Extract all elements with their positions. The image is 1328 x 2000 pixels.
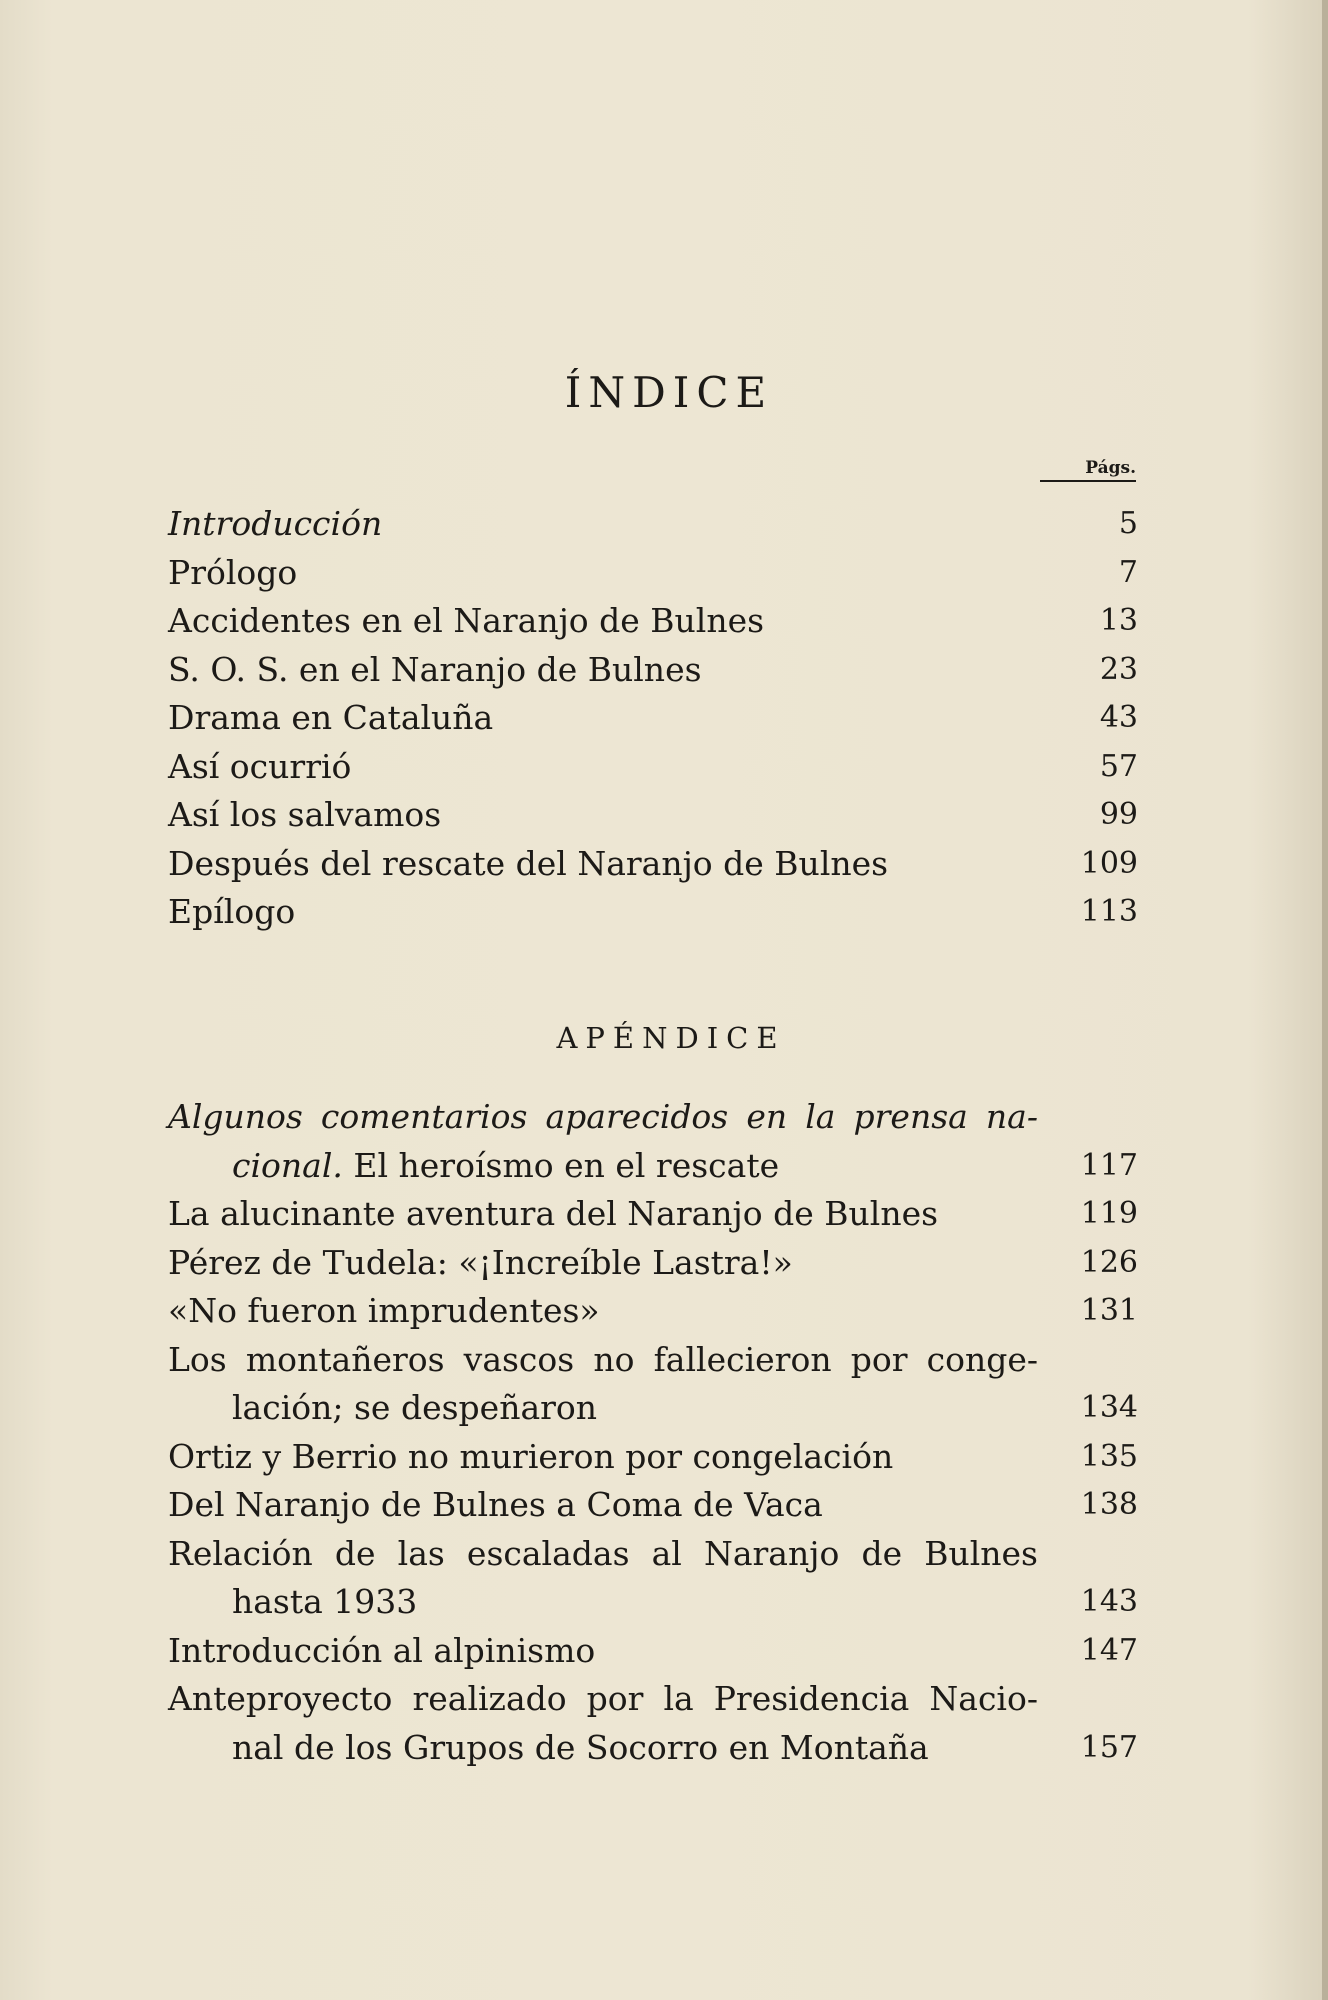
appendix-entry-title: La alucinante aventura del Naranjo de Bulnes [168, 1194, 939, 1233]
appendix-entry-comentarios [168, 1093, 1138, 1190]
toc-entry-page: 23 [1099, 651, 1138, 687]
page-title: ÍNDICE [564, 368, 774, 417]
appendix-entry-anteproyecto [168, 1675, 1138, 1772]
appendix-entry-no-fueron [168, 1287, 1138, 1336]
appendix-entry-alpinismo [168, 1627, 1138, 1676]
toc-entry-title: Así los salvamos [168, 795, 442, 834]
toc-entry-page: 113 [1080, 894, 1138, 929]
appendix-entry-line2: nal de los Grupos de Socorro en Montaña [232, 1727, 929, 1767]
appendix-entry-line2 [168, 1142, 1138, 1191]
toc-entry-title: Epílogo [168, 892, 296, 931]
appendix-entry-line2-text: El heroísmo en el rescate [353, 1145, 780, 1185]
appendix-entry-page: 143 [1080, 1584, 1138, 1619]
appendix-entry-line2-italic: cional. [232, 1145, 343, 1185]
toc-entry-title: Prólogo [168, 552, 298, 592]
appendix-entry-page: 157 [1080, 1729, 1138, 1765]
appendix-entry-page: 131 [1080, 1293, 1138, 1328]
toc-entry-accidentes [168, 597, 1138, 646]
appendix-entry-page: 117 [1080, 1147, 1138, 1183]
toc-entry-title: S. O. S. en el Naranjo de Bulnes [168, 649, 702, 689]
appendix-entry-line1: Anteproyecto realizado por la Presidencia Nacio- [168, 1679, 1038, 1718]
appendix-entry-page: 135 [1080, 1438, 1138, 1474]
appendix-entry-relacion-escaladas [168, 1530, 1138, 1627]
toc-entry-title: Drama en Cataluña [168, 698, 494, 737]
toc-entry-introduccion [168, 500, 1138, 549]
toc-entry-page: 5 [1118, 506, 1138, 541]
appendix-entry-line1: Algunos comentarios aparecidos en la prensa na- [168, 1097, 1038, 1136]
appendix-entry-montaneros-vascos [168, 1336, 1138, 1433]
toc-entry-title: Introducción [168, 504, 383, 543]
toc-entry-title: Así ocurrió [168, 746, 352, 786]
toc-entry-title: Accidentes en el Naranjo de Bulnes [168, 601, 765, 640]
appendix-entry-page: 134 [1080, 1390, 1138, 1425]
toc-entry-title: Después del rescate del Naranjo de Bulnes [168, 843, 889, 883]
toc-entry-page: 109 [1080, 845, 1138, 881]
appendix-entry-page: 119 [1080, 1196, 1138, 1231]
appendix-entry-title: «No fueron imprudentes» [168, 1291, 600, 1330]
appendix-entry-line1: Los montañeros vascos no fallecieron por conge- [168, 1339, 1038, 1379]
toc-entry-page: 13 [1099, 603, 1138, 638]
appendix-entry-line2: hasta 1933 [232, 1582, 418, 1621]
toc-entry-asi-los-salvamos [168, 791, 1138, 840]
appendix-entry-page: 147 [1080, 1632, 1138, 1668]
appendix-entry-line2: lación; se despeñaron [232, 1388, 598, 1427]
toc-entry-page: 7 [1118, 554, 1138, 590]
table-of-contents [168, 500, 1138, 937]
appendix-entry-title: Pérez de Tudela: «¡Increíble Lastra!» [168, 1242, 793, 1282]
toc-entry-epilogo [168, 888, 1138, 937]
toc-entry-asi-ocurrio [168, 743, 1138, 792]
toc-entry-drama [168, 694, 1138, 743]
toc-entry-despues [168, 840, 1138, 889]
appendix-entry-page: 138 [1080, 1487, 1138, 1522]
appendix-entry-perez-de-tudela [168, 1239, 1138, 1288]
appendix-entry-title: Del Naranjo de Bulnes a Coma de Vaca [168, 1485, 823, 1524]
toc-entry-page: 57 [1099, 748, 1138, 784]
toc-entry-sos [168, 646, 1138, 695]
appendix-entry-ortiz-y-berrio [168, 1433, 1138, 1482]
appendix-entry-page: 126 [1080, 1244, 1138, 1280]
appendix-entry-alucinante [168, 1190, 1138, 1239]
appendix-contents [168, 1093, 1138, 1772]
toc-entry-page: 99 [1099, 797, 1138, 832]
appendix-entry-line1: Relación de las escaladas al Naranjo de Bulnes [168, 1533, 1038, 1573]
appendix-heading: APÉNDICE [556, 1021, 786, 1055]
pages-column-header: Págs. [1040, 458, 1136, 482]
appendix-entry-title: Introducción al alpinismo [168, 1630, 596, 1670]
appendix-entry-coma-de-vaca [168, 1481, 1138, 1530]
toc-entry-prologo [168, 549, 1138, 598]
page-edge [1322, 0, 1328, 2000]
toc-entry-page: 43 [1099, 700, 1138, 735]
appendix-entry-title: Ortiz y Berrio no murieron por congelación [168, 1436, 894, 1476]
